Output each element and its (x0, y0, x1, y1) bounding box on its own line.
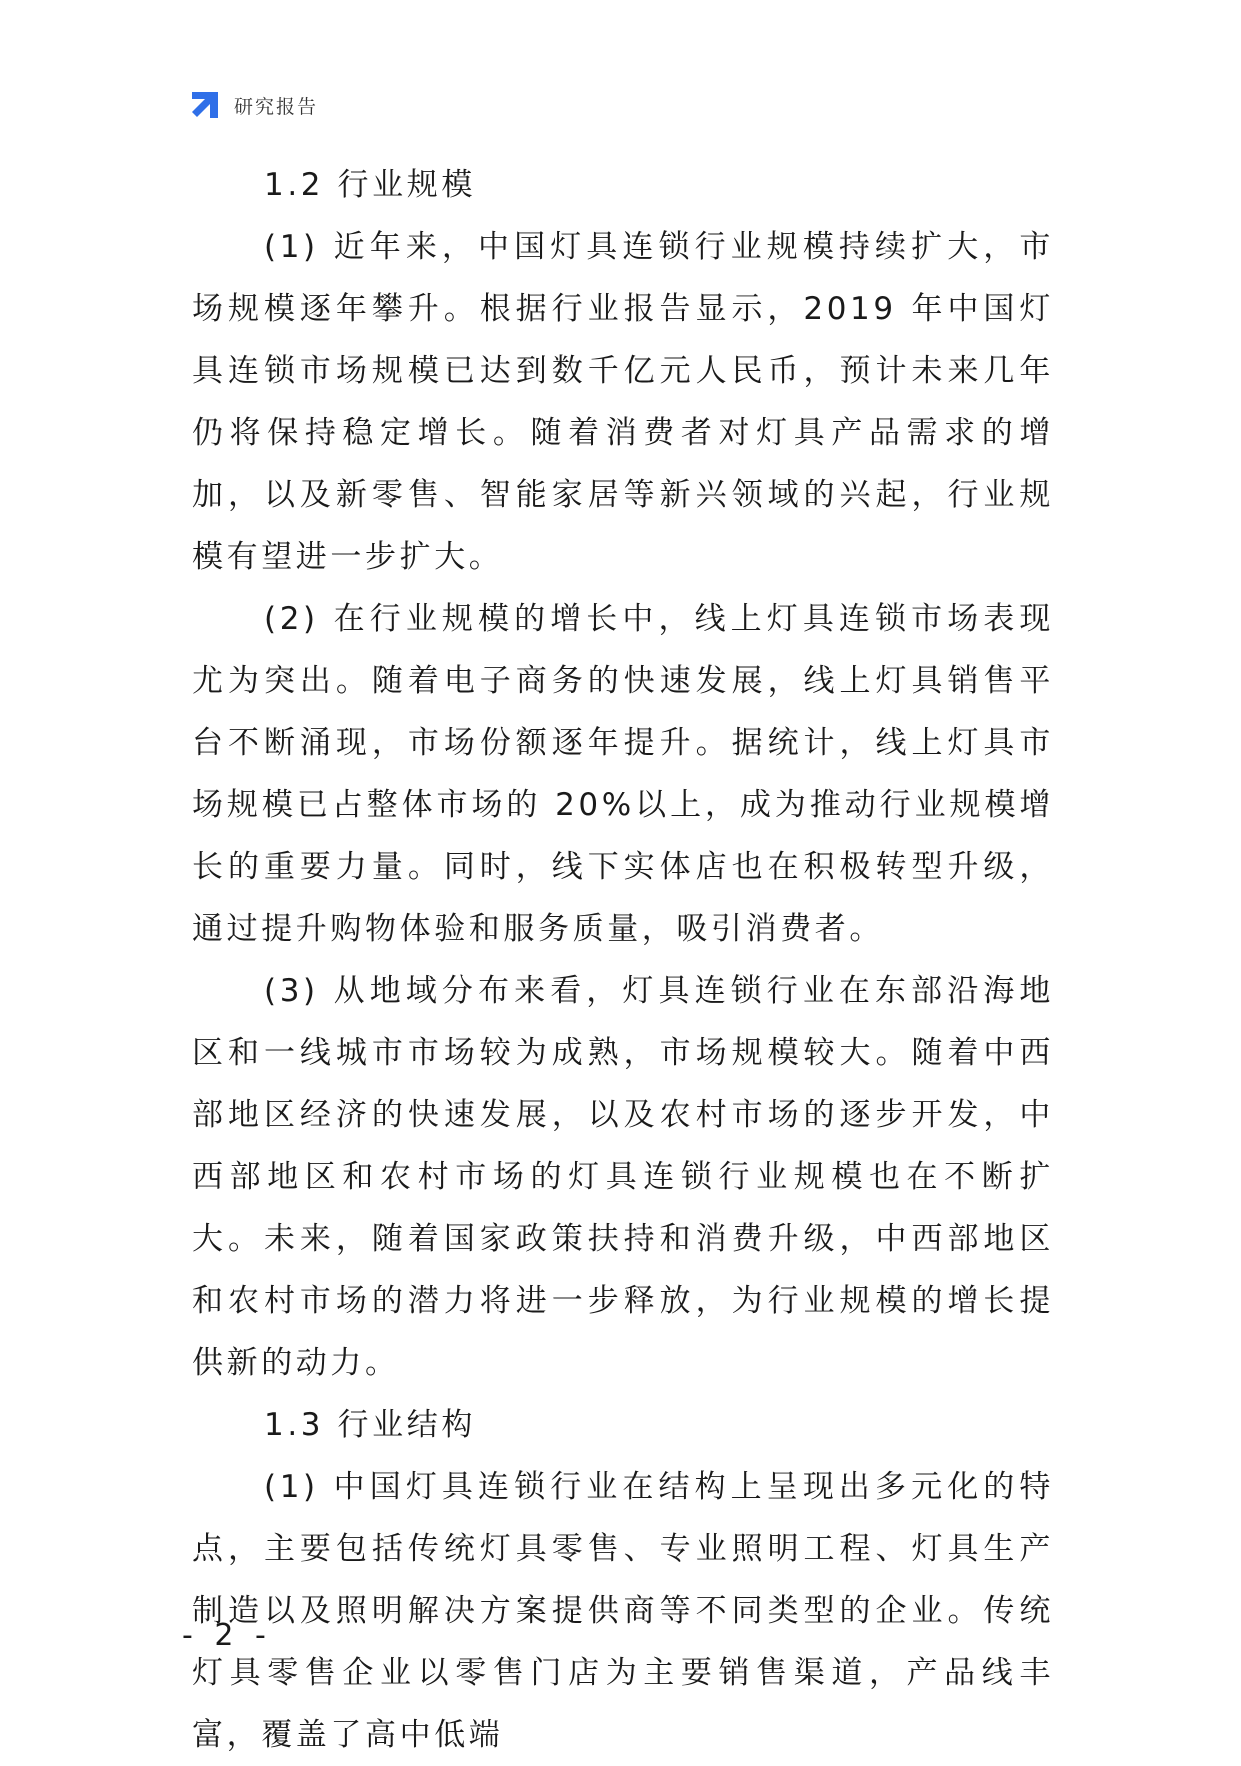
document-body (192, 154, 1054, 1766)
paragraph: (1) 中国灯具连锁行业在结构上呈现出多元化的特点，主要包括传统灯具零售、专业照明工程、灯具生产制造以及照明解决方案提供商等不同类型的企业。传统灯具零售企业以零售门店为主要销售渠道，产品线丰富，覆盖了高中低端 (192, 1469, 1054, 1753)
paragraph: (1) 近年来，中国灯具连锁行业规模持续扩大，市场规模逐年攀升。根据行业报告显示，2019 年中国灯具连锁市场规模已达到数千亿元人民币，预计未来几年仍将保持稳定增长。随着消费者对灯具产品需求的增加，以及新零售、智能家居等新兴领域的兴起，行业规模有望进一步扩大。 (192, 229, 1054, 575)
report-header (188, 88, 318, 122)
arrow-up-right-icon (188, 88, 222, 122)
page-number: - 2 - (182, 1618, 272, 1653)
section-heading-structure: 1.3 行业结构 (264, 1407, 476, 1443)
header-label: 研究报告 (234, 95, 319, 118)
paragraph: (3) 从地域分布来看，灯具连锁行业在东部沿海地区和一线城市市场较为成熟，市场规模较大。随着中西部地区经济的快速发展，以及农村市场的逐步开发，中西部地区和农村市场的灯具连锁行业规模也在不断扩大。未来，随着国家政策扶持和消费升级，中西部地区和农村市场的潜力将进一步释放，为行业规模的增长提供新的动力。 (192, 973, 1054, 1381)
paragraph: (2) 在行业规模的增长中，线上灯具连锁市场表现尤为突出。随着电子商务的快速发展，线上灯具销售平台不断涌现，市场份额逐年提升。据统计，线上灯具市场规模已占整体市场的 20%以上，成为推动行业规模增长的重要力量。同时，线下实体店也在积极转型升级，通过提升购物体验和服务质量，吸引消费者。 (192, 601, 1054, 947)
section-heading-scale: 1.2 行业规模 (264, 167, 476, 203)
